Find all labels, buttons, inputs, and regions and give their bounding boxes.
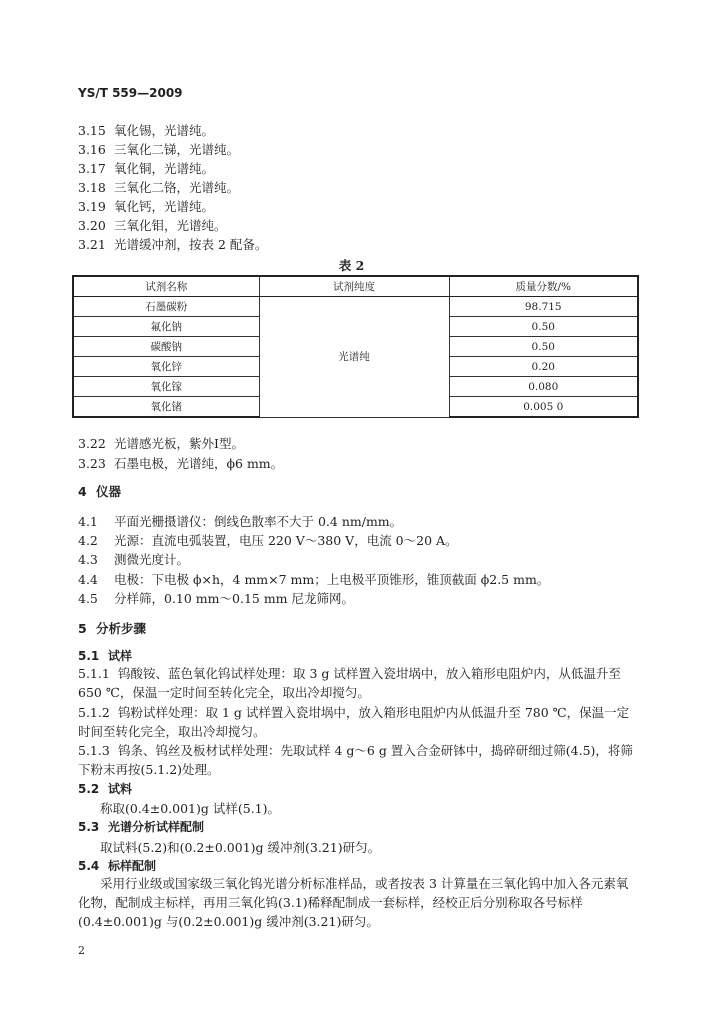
table-header-row bbox=[73, 276, 638, 297]
reagent-name: 氧化镓 bbox=[73, 377, 259, 397]
reagent-name: 氧化锗 bbox=[73, 397, 259, 418]
subsection-heading: 5.2 试料 bbox=[78, 782, 133, 796]
mass-fraction: 98.715 bbox=[449, 297, 638, 317]
mass-fraction: 0.080 bbox=[449, 377, 638, 397]
paragraph-5-1-3: 5.1.3 钨条、钨丝及板材试样处理：先取试样 4 g～6 g 置入合金研钵中，捣碎研细过筛(4.5)，将筛下粉末再按(5.1.2)处理。 bbox=[78, 743, 633, 777]
paragraph-5-1-2: 5.1.2 钨粉试样处理：取 1 g 试样置入瓷坩埚中，放入箱形电阻炉内从低温升至 780 ℃，保温一定时间至转化完全，取出冷却搅匀。 bbox=[78, 705, 630, 739]
reagent-name: 氟化钠 bbox=[73, 317, 259, 337]
buffer-reagent-table bbox=[72, 275, 639, 418]
table-row bbox=[73, 297, 638, 317]
list-item: 4.4 电极：下电极 ϕ×h，4 mm×7 mm；上电极平顶锥形，锥顶截面 ϕ2.5 mm。 bbox=[78, 572, 550, 587]
list-item: 3.22 光谱感光板，紫外Ⅰ型。 bbox=[78, 436, 244, 451]
mass-fraction: 0.20 bbox=[449, 357, 638, 377]
list-item: 4.1 平面光栅摄谱仪：倒线色散率不大于 0.4 nm/mm。 bbox=[78, 514, 403, 529]
paragraph-5-2: 称取(0.4±0.001)g 试样(5.1)。 bbox=[100, 801, 280, 816]
list-item: 3.23 石墨电极，光谱纯，ϕ6 mm。 bbox=[78, 456, 284, 471]
page-number: 2 bbox=[78, 944, 85, 957]
list-item: 3.16 三氧化二锑，光谱纯。 bbox=[78, 142, 240, 157]
mass-fraction: 0.005 0 bbox=[449, 397, 638, 418]
list-item: 3.21 光谱缓冲剂，按表 2 配备。 bbox=[78, 237, 268, 252]
list-item: 4.3 测微光度计。 bbox=[78, 552, 190, 567]
list-item: 3.20 三氧化钼，光谱纯。 bbox=[78, 218, 227, 233]
reagent-name: 石墨碳粉 bbox=[73, 297, 259, 317]
section-heading-4: 4 仪器 bbox=[78, 484, 122, 499]
column-header: 质量分数/% bbox=[449, 276, 638, 297]
paragraph-5-4: 采用行业级或国家级三氧化钨光谱分析标准样品，或者按表 3 计算量在三氧化钨中加入各元素氧化物，配制成主标样，再用三氧化钨(3.1)稀释配制成一套标样，经校正后分别称取各号标样(0.4±0.001)g 与(0.2±0.001)g 缓冲剂(3.21)研匀。 bbox=[78, 876, 629, 929]
subsection-heading: 5.1 试样 bbox=[78, 649, 133, 663]
list-item: 4.5 分样筛，0.10 mm～0.15 mm 尼龙筛网。 bbox=[78, 591, 354, 606]
list-item: 3.15 氧化锡，光谱纯。 bbox=[78, 123, 215, 138]
section-heading-5: 5 分析步骤 bbox=[78, 621, 147, 636]
list-item: 3.19 氧化钙，光谱纯。 bbox=[78, 199, 215, 214]
column-header: 试剂名称 bbox=[73, 276, 259, 297]
list-item: 3.17 氧化铜，光谱纯。 bbox=[78, 161, 215, 176]
subsection-heading: 5.4 标样配制 bbox=[78, 859, 157, 873]
reagent-purity: 光谱纯 bbox=[259, 297, 449, 418]
standard-code-header: YS/T 559—2009 bbox=[78, 86, 183, 100]
reagent-name: 碳酸钠 bbox=[73, 337, 259, 357]
column-header: 试剂纯度 bbox=[259, 276, 449, 297]
paragraph-5-1-1: 5.1.1 钨酸铵、蓝色氧化钨试样处理：取 3 g 试样置入瓷坩埚中，放入箱形电阻炉内，从低温升至 650 ℃，保温一定时间至转化完全，取出冷却搅匀。 bbox=[78, 666, 621, 700]
subsection-heading: 5.3 光谱分析试样配制 bbox=[78, 820, 205, 834]
paragraph-5-3: 取试料(5.2)和(0.2±0.001)g 缓冲剂(3.21)研匀。 bbox=[100, 840, 381, 855]
reagent-name: 氧化锌 bbox=[73, 357, 259, 377]
mass-fraction: 0.50 bbox=[449, 317, 638, 337]
list-item: 3.18 三氧化二铬，光谱纯。 bbox=[78, 180, 240, 195]
mass-fraction: 0.50 bbox=[449, 337, 638, 357]
table-title: 表 2 bbox=[338, 258, 365, 273]
list-item: 4.2 光源：直流电弧装置，电压 220 V～380 V，电流 0～20 A。 bbox=[78, 533, 458, 548]
